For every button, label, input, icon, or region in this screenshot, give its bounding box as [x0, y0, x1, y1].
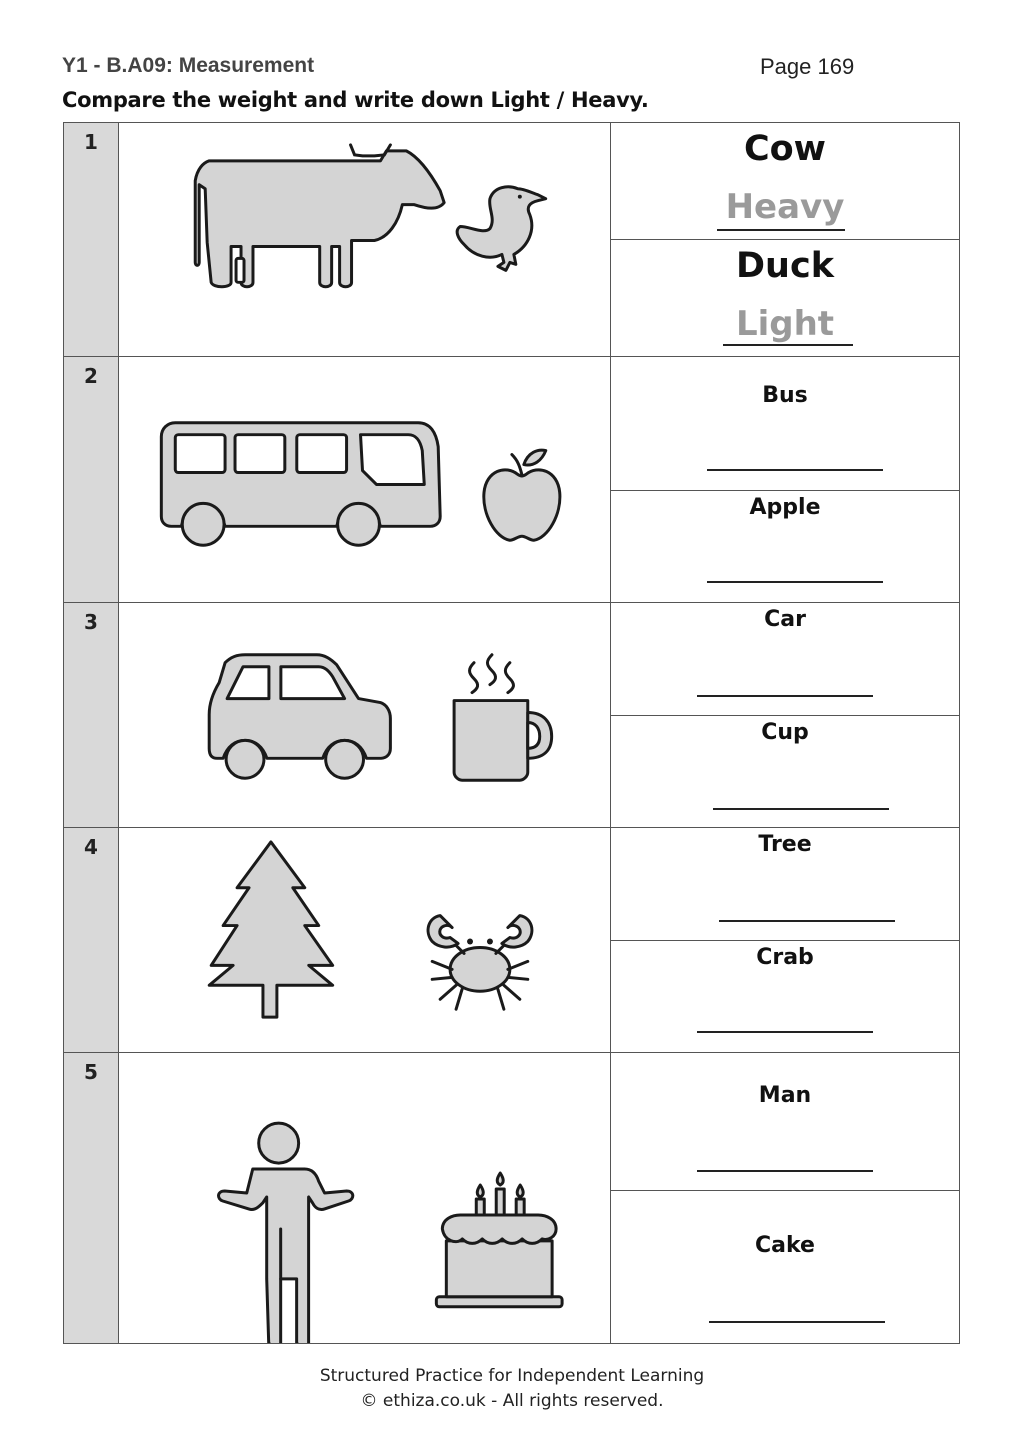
row-number: 2: [64, 357, 119, 602]
footer-tagline: Structured Practice for Independent Learning: [319, 1366, 705, 1386]
table-row: [64, 603, 959, 828]
item-label: Cake: [755, 1233, 815, 1258]
page-number: Page 169: [760, 54, 855, 79]
picture-cell: [119, 828, 611, 1052]
table-row: [64, 1053, 959, 1343]
answer-cells: [611, 123, 959, 356]
row-number: 4: [64, 828, 119, 1052]
answer-line[interactable]: [707, 581, 883, 583]
answer-line[interactable]: [707, 469, 883, 471]
answer-cell: [611, 716, 959, 828]
answer-cell: [611, 603, 959, 716]
row-number: 5: [64, 1053, 119, 1343]
item-label: Apple: [749, 495, 821, 520]
answer-line[interactable]: [709, 1321, 885, 1323]
answer-cells: [611, 603, 959, 827]
item-label: Man: [758, 1083, 812, 1108]
answer-line[interactable]: [697, 1170, 873, 1172]
item-label: Cow: [743, 129, 827, 169]
answer-cell: [611, 357, 959, 491]
item-label: Crab: [756, 945, 814, 970]
answer-line[interactable]: [713, 808, 889, 810]
table-row: [64, 828, 959, 1053]
picture-cell: [119, 357, 611, 602]
answer-cell: [611, 240, 959, 357]
cake-icon: [436, 1173, 562, 1307]
crab-icon: [428, 916, 532, 1010]
picture-pair: [119, 1053, 610, 1343]
picture-pair: [119, 828, 610, 1052]
answer-line[interactable]: [719, 920, 895, 922]
duck-icon: [457, 187, 546, 271]
car-icon: [209, 655, 390, 778]
row-number: 3: [64, 603, 119, 827]
answer-cell: [611, 123, 959, 240]
answer-cell: [611, 941, 959, 1053]
instruction: Compare the weight and write down Light / Heavy.: [62, 88, 649, 112]
answer-line[interactable]: [723, 344, 853, 346]
unit-title: Y1 - B.A09: Measurement: [62, 54, 315, 77]
item-label: Duck: [736, 246, 834, 286]
answer-line[interactable]: [717, 229, 845, 231]
picture-pair: [119, 357, 610, 602]
answer-text: Heavy: [725, 187, 845, 227]
item-label: Bus: [762, 383, 808, 408]
item-label: Car: [764, 607, 806, 632]
cow-icon: [195, 145, 444, 287]
bus-icon: [161, 423, 440, 546]
answer-cells: [611, 357, 959, 602]
man-icon: [219, 1123, 353, 1343]
picture-pair: [119, 123, 610, 356]
answer-line[interactable]: [697, 695, 873, 697]
tree-icon: [209, 842, 332, 1017]
picture-cell: [119, 603, 611, 827]
answer-cells: [611, 1053, 959, 1343]
worksheet-table: [63, 122, 960, 1344]
item-label: Cup: [761, 720, 809, 745]
picture-cell: [119, 1053, 611, 1343]
cup-icon: [454, 655, 552, 780]
picture-cell: [119, 123, 611, 356]
answer-cell: [611, 1191, 959, 1343]
item-label: Tree: [758, 832, 812, 857]
answer-text: Light: [735, 304, 835, 344]
table-row: [64, 357, 959, 603]
answer-line[interactable]: [697, 1031, 873, 1033]
answer-cell: [611, 828, 959, 941]
picture-pair: [119, 603, 610, 827]
footer-copyright: © ethiza.co.uk - All rights reserved.: [360, 1391, 664, 1411]
row-number: 1: [64, 123, 119, 356]
answer-cell: [611, 1053, 959, 1191]
answer-cells: [611, 828, 959, 1052]
table-row: [64, 123, 959, 357]
answer-cell: [611, 491, 959, 603]
apple-icon: [484, 450, 560, 540]
